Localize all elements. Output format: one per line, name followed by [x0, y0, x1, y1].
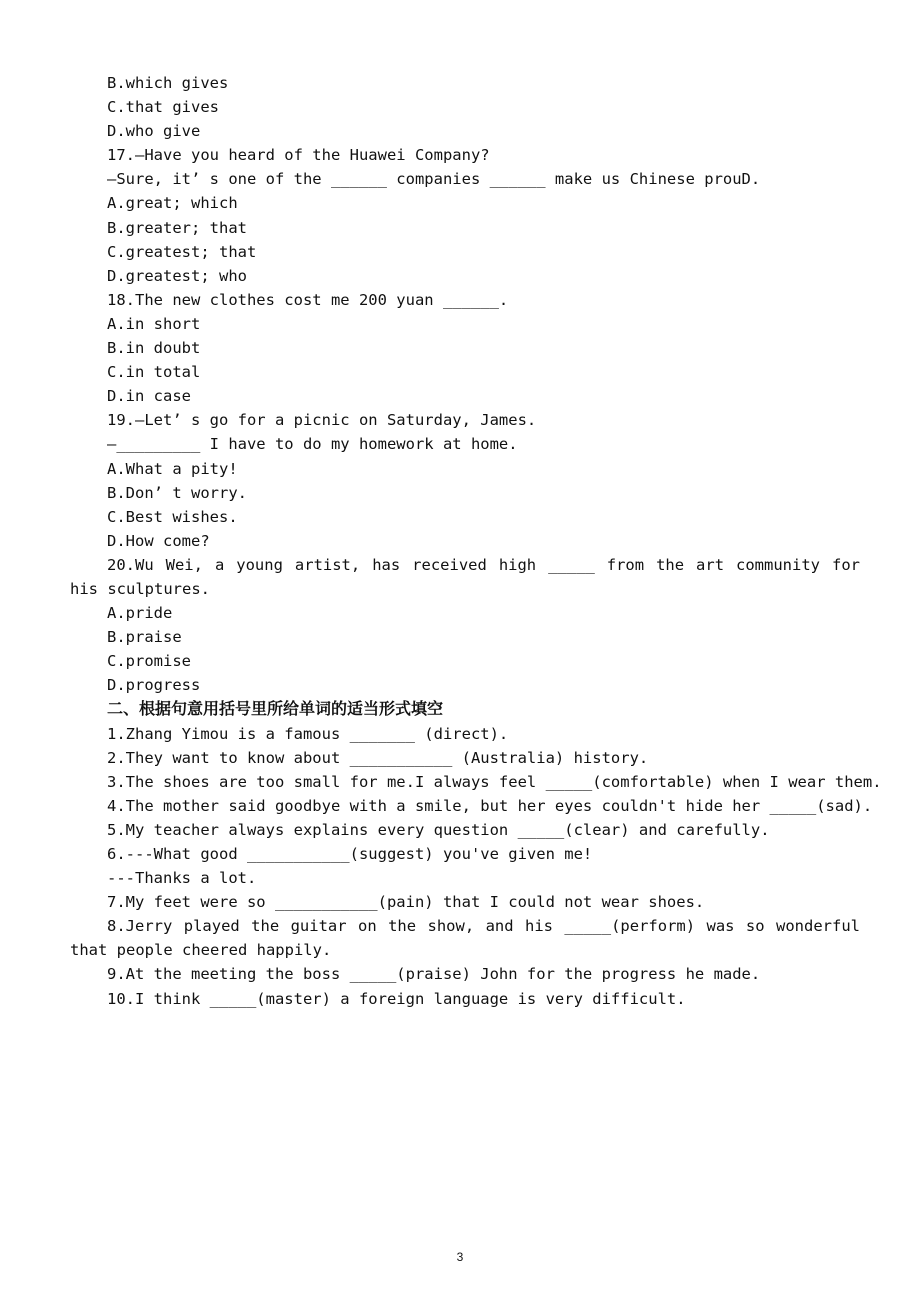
q19-option-c: C.Best wishes.: [107, 507, 238, 526]
q20-option-a: A.pride: [107, 604, 173, 623]
q18-option-a: A.in short: [107, 314, 201, 333]
fill-item-1: 1.Zhang Yimou is a famous _______ (direct).: [107, 724, 509, 743]
fill-item-8: 8.Jerry played the guitar on the show, and his _____(perform) was so wonderful that people cheered happily.: [70, 917, 860, 960]
q16-option-d: D.who give: [107, 122, 201, 141]
fill-item-10: 10.I think _____(master) a foreign language is very difficult.: [107, 989, 686, 1008]
q19-reply: —_________ I have to do my homework at home.: [107, 435, 518, 454]
q16-option-b: B.which gives: [107, 74, 229, 92]
q20-option-c: C.promise: [107, 652, 191, 671]
q20-stem: 20.Wu Wei, a young artist, has received high _____ from the art community for his sculptures.: [70, 555, 860, 598]
q17-option-c: C.greatest; that: [107, 242, 257, 261]
document-body: [70, 71, 882, 1011]
section-heading: 二、根据句意用括号里所给单词的适当形式填空: [107, 699, 444, 719]
q17-option-b: B.greater; that: [107, 218, 247, 237]
fill-item-4: 4.The mother said goodbye with a smile, but her eyes couldn't hide her _____(sad).: [107, 796, 873, 815]
q20-option-d: D.progress: [107, 676, 201, 695]
q19-option-b: B.Don’ t worry.: [107, 483, 247, 502]
q17-stem: 17.—Have you heard of the Huawei Company?: [107, 146, 490, 165]
q18-option-d: D.in case: [107, 387, 191, 406]
q18-stem: 18.The new clothes cost me 200 yuan ______.: [107, 290, 509, 309]
q19-stem: 19.—Let’ s go for a picnic on Saturday, James.: [107, 411, 537, 430]
q19-option-d: D.How come?: [107, 531, 210, 550]
fill-item-2: 2.They want to know about ___________ (Australia) history.: [107, 748, 649, 767]
fill-item-6-reply: ---Thanks a lot.: [107, 869, 257, 888]
q17-option-a: A.great; which: [107, 194, 238, 213]
q17-reply: —Sure, it’ s one of the ______ companies ______ make us Chinese prouD.: [107, 170, 761, 189]
q19-option-a: A.What a pity!: [107, 459, 238, 478]
q18-option-b: B.in doubt: [107, 339, 201, 358]
q20-option-b: B.praise: [107, 628, 182, 647]
fill-item-6: 6.---What good ___________(suggest) you've given me!: [107, 845, 593, 863]
fill-item-9: 9.At the meeting the boss _____(praise) John for the progress he made.: [107, 965, 761, 984]
q17-option-d: D.greatest; who: [107, 266, 247, 285]
fill-item-7: 7.My feet were so ___________(pain) that I could not wear shoes.: [107, 893, 705, 912]
page-number: 3: [456, 1250, 464, 1264]
q18-option-c: C.in total: [107, 363, 201, 382]
fill-item-3: 3.The shoes are too small for me.I always feel _____(comfortable) when I wear them.: [107, 772, 882, 791]
q16-option-c: C.that gives: [107, 98, 219, 117]
fill-item-5: 5.My teacher always explains every question _____(clear) and carefully.: [107, 820, 770, 839]
